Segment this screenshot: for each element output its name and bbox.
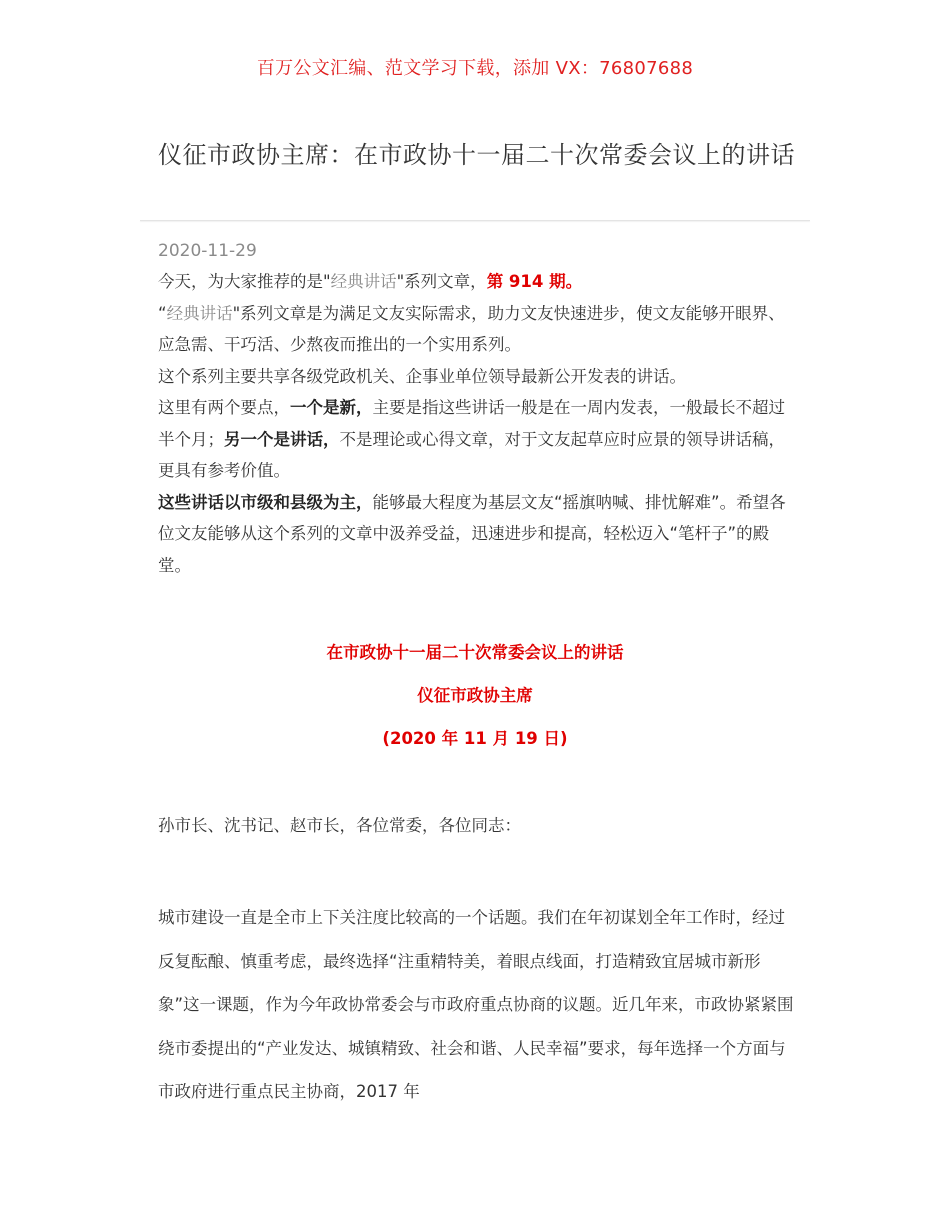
intro-text: "系列文章，	[396, 272, 487, 291]
title-divider	[140, 220, 810, 221]
intro-text: “	[158, 303, 167, 323]
key-point: 这些讲话以市级和县级为主，	[158, 492, 373, 512]
salutation: 孙市长、沈书记、赵市长，各位常委，各位同志：	[158, 816, 521, 835]
speech-date: (2020 年 11 月 19 日)	[382, 729, 568, 748]
key-point: 一个是新，	[290, 398, 373, 417]
intro-paragraph-5	[158, 487, 798, 582]
series-intro	[158, 266, 798, 581]
intro-paragraph-2	[158, 298, 798, 361]
issue-number: 第 914 期。	[486, 272, 583, 291]
speech-paragraph-1: 城市建设一直是全市上下关注度比较高的一个话题。我们在年初谋划全年工作时，经过反复酝酿、慎重考虑，最终选择“注重精特美，着眼点线面，打造精致宜居城市新形象”这一课题，作为今年政协常委会与市政府重点协商的议题。近几年来，市政协紧紧围绕市委提出的“产业发达、城镇精致、社会和谐、人民幸福”要求，每年选择一个方面与市政府进行重点民主协商，2017 年	[158, 908, 794, 1101]
intro-text: 今天，为大家推荐的是"	[158, 272, 331, 291]
intro-text: 能够最大程度为基层文友“摇旗呐喊、排忧解难”。希望各位文友能够从这个系列的文章中汲养受益，迅速进步和提高，轻松迈入“笔杆子”的殿堂。	[158, 492, 786, 575]
key-point: 另一个是讲话，	[224, 429, 340, 449]
intro-paragraph-4	[158, 392, 798, 487]
intro-text: 不是理论或心得文章，对于文友起草应时应景的领导讲话稿，更具有参考价值。	[158, 429, 785, 480]
speech-title: 在市政协十一届二十次常委会议上的讲话	[326, 643, 624, 662]
intro-paragraph-3: 这个系列主要共享各级党政机关、企事业单位领导最新公开发表的讲话。	[158, 366, 686, 386]
publish-date: 2020-11-29	[158, 241, 257, 261]
speech-speaker: 仪征市政协主席	[417, 686, 533, 705]
series-name: 经典讲话	[330, 272, 397, 291]
intro-paragraph-1	[158, 266, 798, 298]
intro-text: 主要是指这些讲话一般是在一周内发表，一般最长不超过半个月；	[158, 398, 785, 449]
series-name: 经典讲话	[166, 303, 233, 323]
article-title: 仪征市政协主席：在市政协十一届二十次常委会议上的讲话	[158, 141, 795, 169]
intro-text: "系列文章是为满足文友实际需求，助力文友快速进步，使文友能够开眼界、应急需、干巧活、少熬夜而推出的一个实用系列。	[158, 303, 785, 354]
intro-text: 这里有两个要点，	[158, 398, 290, 417]
promo-banner: 百万公文汇编、范文学习下载，添加 VX：76807688	[256, 58, 694, 79]
